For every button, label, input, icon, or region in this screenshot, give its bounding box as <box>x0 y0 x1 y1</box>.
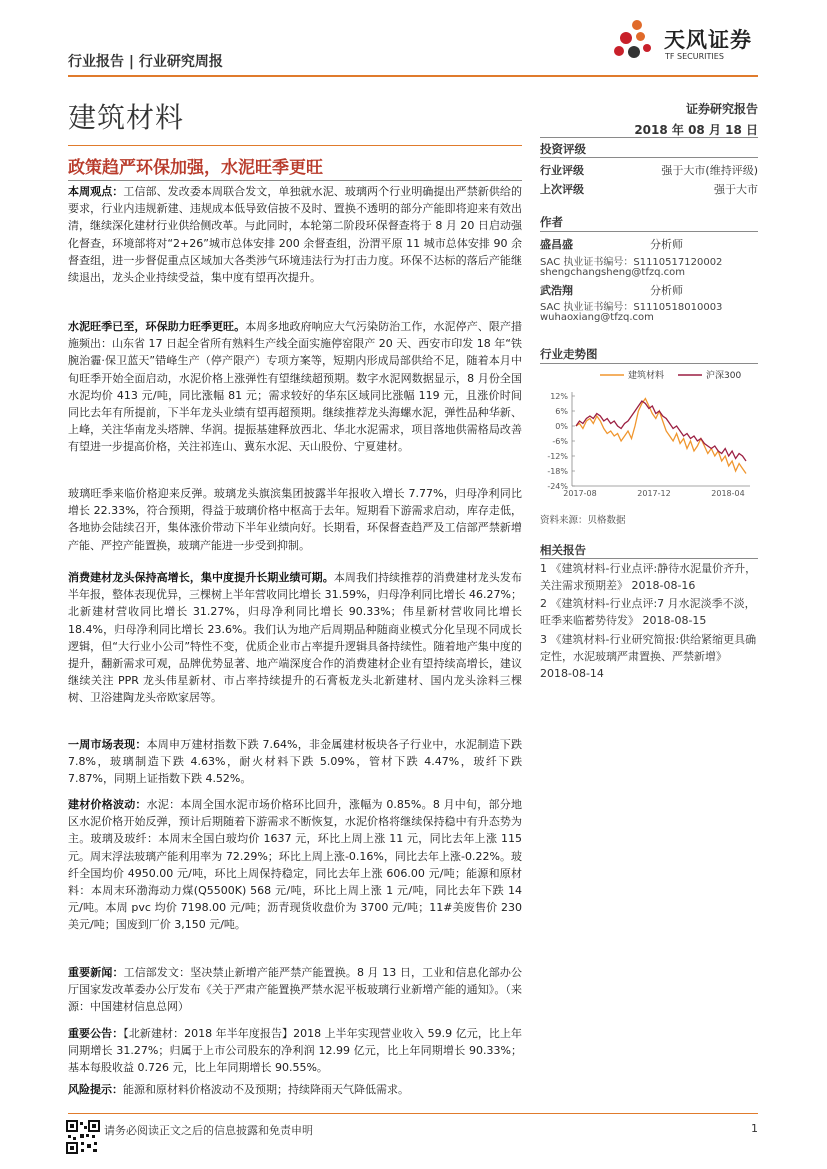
authors-rule <box>540 231 758 232</box>
related-title: 相关报告 <box>540 543 586 557</box>
label-announcement: 重要公告： <box>68 1027 124 1040</box>
legend-label: 建筑材料 <box>628 371 665 381</box>
label-market: 一周市场表现： <box>68 738 147 751</box>
industry-title: 建筑材料 <box>68 101 185 134</box>
author-name: 盛昌盛 <box>540 238 573 251</box>
logo-text: 天风证券 <box>664 28 752 52</box>
label-view: 本周观点： <box>68 185 124 198</box>
text-view: 工信部、发改委本周联合发文，单独就水泥、玻璃两个行业明确提出严禁新供给的要求，行业内违规新建、违规成本低导致信披不及时、置换不透明的部分产能即将迎来有效出清，继续深化建材行业供给侧改革。与此同时，本轮第二阶段环保督查将于 8 月 20 日启动强化督查，环境部将对“2+26”城市总体安排 200 余督查组，汾渭平原 11 城市总体安排 90 余督查组，进一步督促重点区域加大各类涉气环境违法行为打击力度。环保不达标的落后产能继续退出，龙头企业持续受益，集中度有望再次提升。 <box>68 185 522 285</box>
authors-title: 作者 <box>540 215 563 229</box>
related-rule <box>540 558 758 559</box>
y-tick-label: -18% <box>547 467 568 476</box>
industry-trend-chart <box>540 366 758 506</box>
rating-title: 投资评级 <box>540 142 586 156</box>
logo-mark-icon <box>614 20 658 64</box>
report-date: 2018 年 08 月 18 日 <box>634 123 758 137</box>
y-tick-label: 6% <box>555 407 568 416</box>
footer-disclaimer: 请务必阅读正文之后的信息披露和免责申明 <box>104 1124 313 1137</box>
series-line <box>576 399 746 474</box>
rating-rule <box>540 157 758 158</box>
text-risk: 能源和原材料价格波动不及预期；持续降雨天气降低需求。 <box>123 1083 409 1096</box>
footer-rule <box>68 1113 758 1114</box>
text-news: 工信部发文：坚决禁止新增产能严禁产能置换。8 月 13 日，工业和信息化部办公厅国家发改革委办公厅发布《关于严肃产能置换严禁水泥平板玻璃行业新增产能的通知》。（来源：中国建材信息总网） <box>68 966 523 1014</box>
paragraph-news <box>68 964 522 1016</box>
x-tick-label: 2017-12 <box>637 489 671 498</box>
logo-text-en: TF SECURITIES <box>665 52 724 61</box>
y-tick-label: 12% <box>550 392 568 401</box>
paragraph-prices <box>68 796 522 934</box>
label-prices: 建材价格波动： <box>68 798 147 811</box>
related-report[interactable]: 3 《建筑材料-行业研究简报:供给紧缩更具确定性，水泥玻璃严肃置换、严禁新增》 2018-08-14 <box>540 633 757 680</box>
prev-rating-value: 强于大市 <box>714 183 758 196</box>
title-rule <box>68 145 522 146</box>
label-consumer: 消费建材龙头保持高增长，集中度提升长期业绩可期。 <box>68 571 334 584</box>
paragraph-risk <box>68 1081 522 1098</box>
text-cement: 本周多地政府响应大气污染防治工作，水泥停产、限产措施频出：山东省 17 日起全省所有熟料生产线全面实施停窑限产 20 天、西安市印发 18 年“铁腕治霾·保卫蓝天”错峰生产（停产限产）专项方案等，短期内形成局部供给不足，随着本月中旬旺季开始全面启动，水泥价格上涨弹性有望继续超预期。数字水泥网数据显示，8 月份全国水泥均价 413 元/吨，同比涨幅 81 元；需求较好的华东区域同比涨幅 119 元，且涨价时间同比去年有所提前，下半年龙头业绩有望再超预期。继续推荐龙头海螺水泥，弹性品种华新、上峰，关注华南龙头塔牌、华润。提振基建释放西北、华北水泥需求，项目落地供需格局改善有望进一步提高价格，关注祁连山、冀东水泥、天山股份、宁夏建材。 <box>68 320 523 454</box>
series-line <box>576 401 746 461</box>
paragraph-glass: 玻璃旺季来临价格迎来反弹。玻璃龙头旗滨集团披露半年报收入增长 7.77%，归母净利同比增长 22.33%，符合预期，得益于玻璃价格中枢高于去年。短期看下游需求启动，库存走低，各地协会陆续召开，集体涨价带动下半年业绩向好。长期看，环保督查趋严及工信部严禁新增产能、严控产能置换，玻璃产能进一步受到抑制。 <box>68 487 522 552</box>
author-name: 武浩翔 <box>540 284 573 297</box>
text-prices: 水泥：本周全国水泥市场价格环比回升，涨幅为 0.85%。8 月中旬，部分地区水泥价格开始反弹，预计后期随着下游需求不断恢复，水泥价格将继续保持稳中有升态势为主。玻璃及玻纤：本周末全国白玻均价 1637 元，环比上周上涨 11 元，同比去年上涨 115 元。周末浮法玻璃产能利用率为 72.29%；环比上周上涨-0.16%，同比去年上涨-0.22%。玻纤全国均价 4950.00 元/吨，环比上周保持稳定，同比去年上涨 606.00 元/吨；能源和原材料：本周末环渤海动力煤(Q5500K) 568 元/吨，环比上周上涨 1 元/吨，同比去年下跌 14 元/吨。本周 pvc 均价 7198.00 元/吨；沥青现货收盘价为 3700 元/吨；11#美废售价 230 美元/吨；国废到厂价 3,150 元/吨。 <box>68 798 522 932</box>
author-cert: SAC 执业证书编号：S1110517120002 <box>540 257 723 268</box>
author-email[interactable]: wuhaoxiang@tfzq.com <box>540 312 654 323</box>
y-tick-label: -6% <box>552 437 568 446</box>
header-rule <box>68 75 758 77</box>
label-cement: 水泥旺季已至，环保助力旺季更旺。 <box>68 320 246 333</box>
sidebar-rule-top <box>540 137 758 138</box>
text-announcement: 【北新建材：2018 年半年度报告】2018 上半年实现营业收入 59.9 亿元，比上年同期增长 31.27%；归属于上市公司股东的净利润 12.99 亿元，比上年同期增长 90.33%；基本每股收益 0.726 元，比上年同期增长 90.55%。 <box>68 1027 523 1075</box>
legend-label: 沪深300 <box>706 371 742 381</box>
trend-title: 行业走势图 <box>540 347 598 361</box>
label-news: 重要新闻： <box>68 966 124 979</box>
text-consumer: 本周我们持续推荐的消费建材龙头发布半年报，整体表现优异，三棵树上半年营收同比增长 31.59%，归母净利同比增长 46.27%；北新建材营收同比增长 31.27%，归母净利同比增长 90.33%；伟星新材营收同比增长 18.4%，归母净利同比增长 23.6%。我们认为地产后周期品种随商业模式分化呈现不同成长逻辑，但“大行业小公司”特性不变，优质企业市占率提升逻辑具备持续性。随着地产集中度的提升，翻新需求可观，品牌优势显著、地产端深度合作的消费建材企业有望持续高增长，建议继续关注 PPR 龙头伟星新材、市占率持续提升的石膏板龙头北新建材、国内龙头涂料三棵树、卫浴建陶龙头帝欧家居等。 <box>68 571 523 705</box>
x-tick-label: 2018-04 <box>711 489 745 498</box>
y-tick-label: 0% <box>555 422 568 431</box>
trend-rule <box>540 363 758 364</box>
author-cert: SAC 执业证书编号：S1110518010003 <box>540 302 723 313</box>
author-role: 分析师 <box>650 284 683 297</box>
industry-rating-label: 行业评级 <box>540 164 584 177</box>
paragraph-consumer <box>68 569 522 707</box>
text-market: 本周申万建材指数下跌 7.64%，非金属建材板块各子行业中，水泥制造下跌 7.8%，玻璃制造下跌 4.63%，耐火材料下跌 5.09%，管材下跌 4.47%，玻纤下跌 7.87%，同期上证指数下跌 4.52%。 <box>68 738 522 786</box>
prev-rating-label: 上次评级 <box>540 183 584 196</box>
report-type: 证券研究报告 <box>685 102 758 116</box>
industry-rating-value: 强于大市(维持评级) <box>661 164 758 177</box>
paragraph-announcement <box>68 1025 522 1077</box>
title-underline <box>68 180 522 181</box>
related-report[interactable]: 1 《建筑材料-行业点评:静待水泥量价齐升，关注需求预期差》 2018-08-16 <box>540 562 757 592</box>
paragraph-cement <box>68 318 522 456</box>
y-tick-label: -12% <box>547 452 568 461</box>
related-report[interactable]: 2 《建筑材料-行业点评:7 月水泥淡季不淡，旺季来临蓄势待发》 2018-08-15 <box>540 597 756 627</box>
x-tick-label: 2017-08 <box>563 489 597 498</box>
page-number: 1 <box>751 1122 758 1135</box>
author-role: 分析师 <box>650 238 683 251</box>
report-title: 政策趋严环保加强，水泥旺季更旺 <box>68 158 323 178</box>
qr-code-icon <box>66 1120 100 1154</box>
paragraph-view <box>68 183 522 286</box>
paragraph-market <box>68 736 522 788</box>
author-email[interactable]: shengchangsheng@tfzq.com <box>540 267 685 278</box>
label-risk: 风险提示： <box>68 1083 123 1096</box>
y-tick-label: -24% <box>547 482 568 491</box>
breadcrumb: 行业报告 | 行业研究周报 <box>68 54 223 70</box>
chart-source: 资料来源：贝格数据 <box>540 515 626 526</box>
